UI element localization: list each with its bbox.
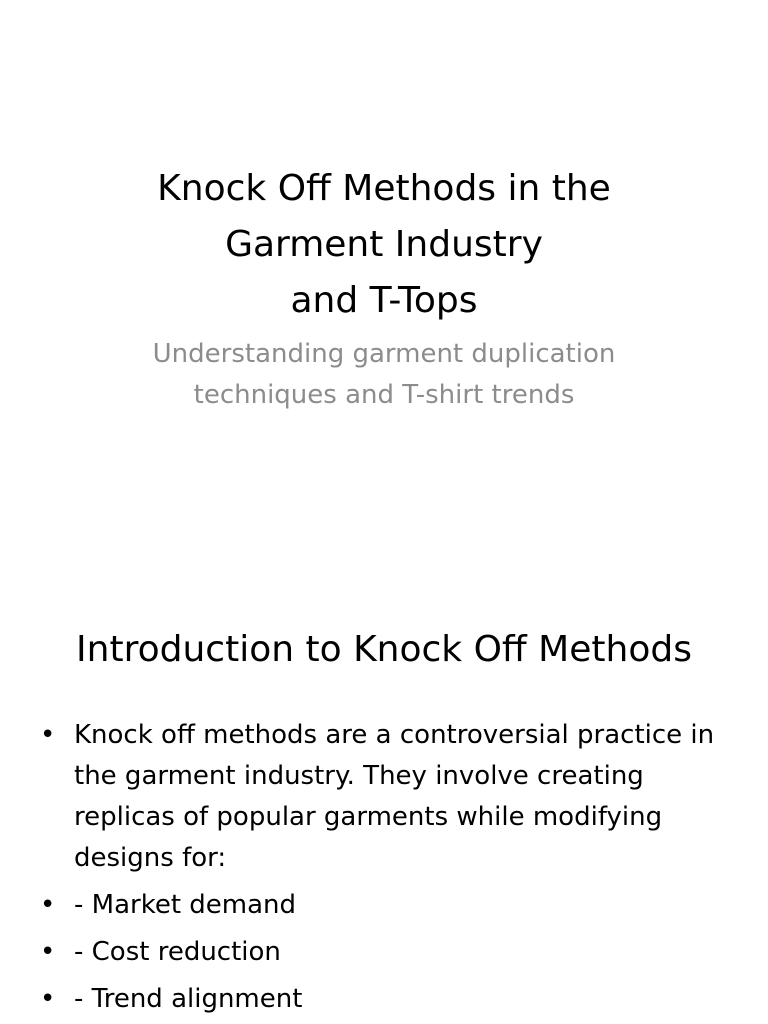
bullet-item	[40, 715, 730, 879]
title-line: Knock Off Methods in the	[157, 168, 611, 209]
bullet-text: - Market demand	[74, 890, 297, 920]
bullet-text: Knock off methods are a controversial practice in the garment industry. They involve creating replicas of popular garments while modifying designs for:	[74, 720, 715, 873]
bullet-list	[40, 715, 730, 1024]
subtitle-line: techniques and T-shirt trends	[193, 380, 575, 410]
bullet-item	[40, 885, 730, 926]
bullet-icon: •	[40, 890, 56, 920]
bullet-item	[40, 932, 730, 973]
presentation-title	[0, 161, 768, 329]
subtitle-line: Understanding garment duplication	[152, 339, 616, 369]
bullet-icon: •	[40, 720, 56, 750]
content-slide	[0, 576, 768, 1024]
bullet-icon: •	[40, 937, 56, 967]
presentation-subtitle	[0, 334, 768, 416]
bullet-text: - Cost reduction	[74, 937, 281, 967]
bullet-icon: •	[40, 984, 56, 1014]
title-line: Garment Industry	[225, 224, 543, 265]
slide-title: Introduction to Knock Off Methods	[76, 629, 692, 670]
bullet-text: - Trend alignment	[74, 984, 303, 1014]
bullet-item	[40, 979, 730, 1020]
title-line: and T-Tops	[290, 280, 478, 321]
